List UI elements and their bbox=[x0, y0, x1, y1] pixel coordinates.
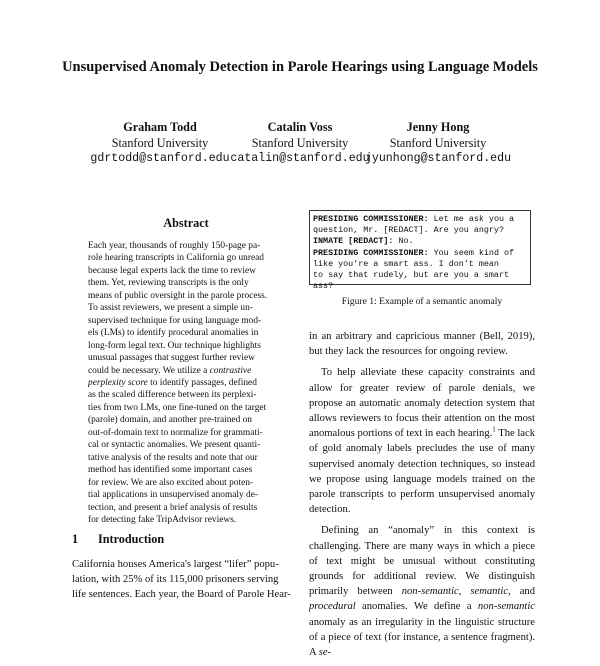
abstract-heading: Abstract bbox=[163, 216, 209, 230]
abstract-emphasis: contrastive bbox=[209, 365, 252, 376]
transcript-text: No. bbox=[393, 236, 414, 247]
paragraph-text: , and bbox=[508, 586, 536, 598]
author-name: Jenny Hong bbox=[406, 120, 470, 134]
emphasis: non-semantic bbox=[401, 586, 459, 598]
transcript-line: question, Mr. [REDACT]. Are you angry? bbox=[313, 225, 504, 236]
transcript-line bbox=[313, 214, 527, 225]
abstract-line: because legal experts lack the time to review bbox=[88, 265, 256, 276]
emphasis: se- bbox=[318, 647, 332, 659]
abstract-line: (parole) domain, and another pre-trained on bbox=[88, 415, 252, 426]
introduction-body bbox=[72, 557, 300, 603]
paragraph-text: The lack of gold anomaly labels precludes the use of many supervised anomaly detection techniques, so instead we propose using language models trained on the parole transcripts to perform unsupervised anomaly detection. bbox=[309, 428, 536, 516]
abstract-line: tial applications in unsupervised anomaly de- bbox=[88, 490, 259, 501]
right-column-body bbox=[309, 329, 535, 666]
transcript-text: You seem kind of bbox=[428, 247, 515, 258]
transcript-line bbox=[313, 236, 527, 247]
abstract-line: ties from two LMs, one fine-tuned on the target bbox=[88, 402, 267, 413]
abstract-line: long-form legal text. Our technique highlights bbox=[88, 340, 261, 351]
paragraph: in an arbitrary and capricious manner (Bell, 2019), but they lack the resources for ongoing review. bbox=[309, 331, 535, 358]
paragraph bbox=[309, 523, 535, 660]
abstract-text: could be necessary. We utilize a bbox=[88, 365, 210, 376]
intro-line: life sentences. Each year, the Board of Parole Hear- bbox=[72, 589, 291, 601]
speaker-label: PRESIDING COMMISSIONER: bbox=[313, 214, 429, 224]
abstract-line: cal or syntactic anomalies. We present quanti- bbox=[88, 440, 261, 451]
figure-caption: Figure 1: Example of a semantic anomaly bbox=[341, 296, 503, 307]
abstract-line: for detecting fake TripAdvisor reviews. bbox=[88, 514, 237, 525]
abstract-line: role hearing transcripts in California go unread bbox=[88, 253, 264, 264]
figure-transcript-box bbox=[309, 210, 531, 292]
abstract-line: method has identified some important cases bbox=[88, 465, 253, 476]
paragraph-text: anomalies. We define a bbox=[355, 601, 478, 613]
paper-title: Unsupervised Anomaly Detection in Parole Hearings using Language Models bbox=[62, 59, 538, 75]
speaker-label: PRESIDING COMMISSIONER: bbox=[313, 247, 429, 258]
abstract-line: tative analysis of the results and note that our bbox=[88, 452, 258, 463]
abstract-line bbox=[88, 377, 286, 389]
emphasis: non-semantic bbox=[477, 601, 535, 613]
paragraph-text: To help alleviate these capacity constraints and allow for greater review of parole denials, we propose an automatic anomaly detection system that allows reviewers to focus their attention on the most anomalous portions of text in each hearing. bbox=[309, 367, 535, 440]
emphasis: procedural bbox=[309, 601, 356, 613]
speaker-label: INMATE [REDACT]: bbox=[313, 236, 394, 247]
abstract-line: means of public oversight in the parole process. bbox=[88, 290, 268, 301]
section-heading bbox=[72, 532, 164, 547]
abstract-line: Each year, thousands of roughly 150-page pa- bbox=[88, 241, 261, 251]
author-name: Catalin Voss bbox=[267, 120, 333, 134]
abstract-line: as the scaled difference between its perplexi- bbox=[88, 390, 257, 401]
footnote-marker[interactable]: 1 bbox=[492, 425, 496, 434]
transcript-line: ass? bbox=[313, 281, 334, 292]
paragraph-text: , bbox=[458, 586, 471, 598]
intro-line: lation, with 25% of its 115,000 prisoners serving bbox=[72, 574, 279, 586]
paragraph-text: anomaly as an irregularity in the linguistic structure of a piece of text (for instance, a sentence fragment). A bbox=[309, 616, 535, 659]
abstract-line: out-of-domain text to normalize for grammati- bbox=[88, 427, 263, 438]
transcript-line: like you're a smart ass. I don't mean bbox=[313, 258, 499, 269]
transcript-line: to say that rudely, but are you a smart bbox=[313, 270, 510, 281]
abstract-line: supervised technique for using language mod- bbox=[88, 315, 262, 326]
author-email: gdrtodd@stanford.edu bbox=[90, 152, 230, 165]
abstract-text: to identify passages, defined bbox=[147, 377, 257, 388]
abstract-body bbox=[88, 240, 286, 526]
abstract-line: To assist reviewers, we present a simple un- bbox=[88, 303, 253, 314]
author-email: catalin@stanford.edu bbox=[230, 152, 370, 165]
author-affiliation: Stanford University bbox=[111, 136, 209, 150]
abstract-line: els (LMs) to identify procedural anomalies in bbox=[88, 328, 259, 339]
abstract-line bbox=[88, 365, 286, 377]
abstract-emphasis: perplexity score bbox=[88, 377, 148, 388]
paragraph bbox=[309, 365, 535, 517]
abstract-line: them. Yet, reviewing transcripts is the only bbox=[88, 278, 249, 289]
emphasis: semantic bbox=[470, 586, 509, 598]
author-name: Graham Todd bbox=[123, 120, 197, 134]
abstract-line: unusual passages that suggest further review bbox=[88, 353, 255, 364]
section-title: Introduction bbox=[98, 532, 165, 546]
transcript-line bbox=[313, 248, 527, 259]
abstract-line: tection, and present a brief analysis of results bbox=[88, 502, 258, 513]
intro-line: California houses America's largest “lifer” popu- bbox=[72, 559, 279, 570]
transcript-text: Let me ask you a bbox=[428, 214, 515, 224]
author-email: jyunhong@stanford.edu bbox=[364, 152, 512, 165]
abstract-line: for review. We are also excited about poten- bbox=[88, 477, 254, 488]
author-affiliation: Stanford University bbox=[389, 136, 487, 150]
paragraph-text: Defining an “anomaly” in this context is challenging. There are many ways in which a piece of text might be unusual without constituting grounds for additional review. We distinguish primarily between bbox=[309, 525, 535, 598]
section-number: 1 bbox=[72, 532, 79, 546]
author-affiliation: Stanford University bbox=[251, 136, 349, 150]
author-3 bbox=[358, 119, 518, 167]
